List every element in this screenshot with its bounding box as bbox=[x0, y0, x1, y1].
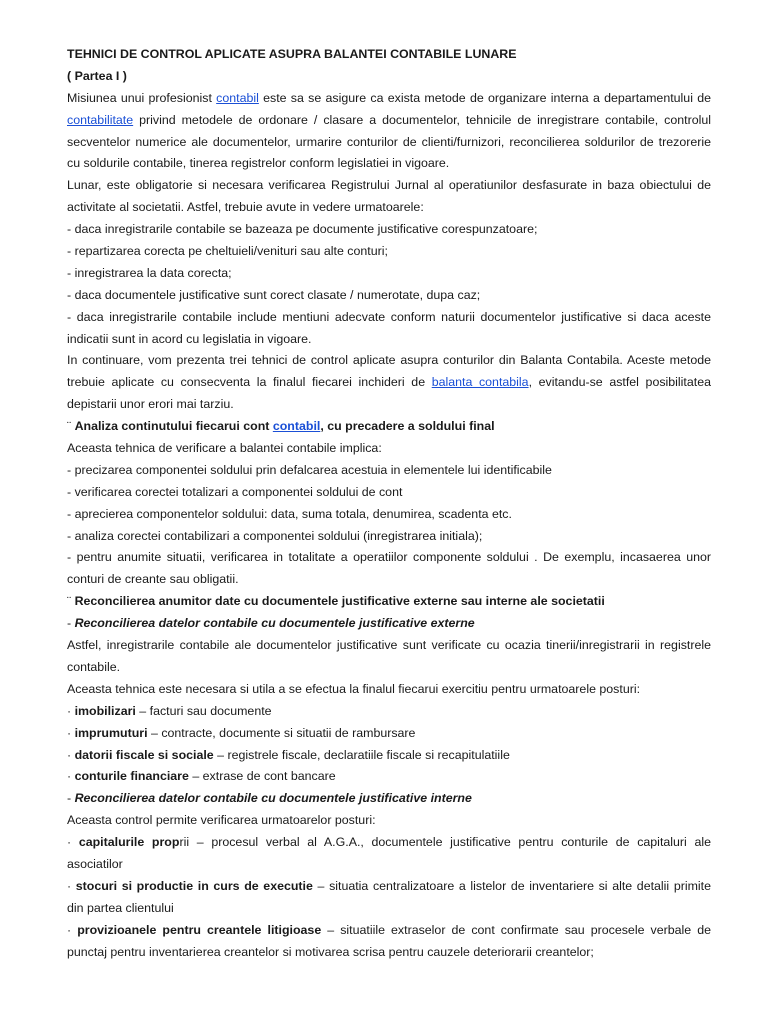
document-title: TEHNICI DE CONTROL APLICATE ASUPRA BALANTEI CONTABILE LUNARE bbox=[67, 47, 517, 61]
list-item-continuation: conturi de creante sau obligatii. bbox=[67, 572, 239, 587]
list-item: · datorii fiscale si sociale – registrele fiscale, declaratiile fiscale si recapitulatiile bbox=[67, 747, 510, 762]
dot-icon: · bbox=[67, 725, 75, 740]
section-heading-analiza: ¨ Analiza continutului fiecarui cont contabil, cu precadere a soldului final bbox=[67, 419, 495, 434]
list-item: - daca inregistrarile contabile include mentiuni adecvate conform naturii documentelor justificative si daca aceste bbox=[67, 309, 711, 324]
paragraph-5-line-2: contabile. bbox=[67, 659, 121, 674]
dot-icon: · bbox=[67, 878, 76, 893]
list-item: · provizioanele pentru creantele litigioase – situatiile extraselor de cont confirmate sau procesele verbale de bbox=[67, 922, 711, 937]
list-item: · capitalurile proprii – procesul verbal al A.G.A., documentele justificative pentru conturile de capitaluri ale bbox=[67, 835, 711, 850]
paragraph-3-line-1: In continuare, vom prezenta trei tehnici de control aplicate asupra conturilor din Balanta Contabila. Aceste metode bbox=[67, 353, 711, 368]
paragraph-2-line-2: activitate al societatii. Astfel, trebuie avute in vedere urmatoarele: bbox=[67, 200, 424, 215]
subheading-interne: - Reconcilierea datelor contabile cu documentele justificative interne bbox=[67, 791, 472, 806]
dot-icon: · bbox=[67, 922, 78, 937]
list-item-continuation: punctaj pentru inventarierea creantelor si motivarea scrisa pentru cauzele deteriorarii creantelor; bbox=[67, 944, 594, 959]
list-item: - verificarea corectei totalizari a componentei soldului de cont bbox=[67, 484, 403, 499]
section-heading-reconcilierea: ¨ Reconcilierea anumitor date cu documentele justificative externe sau interne ale societatii bbox=[67, 594, 605, 609]
list-item: · imprumuturi – contracte, documente si situatii de rambursare bbox=[67, 725, 416, 740]
link-contabil[interactable]: contabil bbox=[216, 90, 259, 105]
list-item: - repartizarea corecta pe cheltuieli/venituri sau alte conturi; bbox=[67, 244, 388, 259]
paragraph-3-line-2: trebuie aplicate cu consecventa la finalul fiecarei inchideri de balanta contabila, evitandu-se astfel posibilitatea bbox=[67, 375, 711, 390]
list-item: · conturile financiare – extrase de cont bancare bbox=[67, 769, 336, 784]
link-balanta-contabila[interactable]: balanta contabila bbox=[431, 375, 529, 390]
list-item: - daca inregistrarile contabile se bazeaza pe documente justificative corespunzatoare; bbox=[67, 222, 538, 237]
list-item: - inregistrarea la data corecta; bbox=[67, 265, 232, 280]
list-item: - analiza corectei contabilizari a componentei soldului (inregistrarea initiala); bbox=[67, 528, 483, 543]
list-item-continuation: asociatilor bbox=[67, 856, 123, 871]
list-item-continuation: din partea clientului bbox=[67, 900, 174, 915]
document-subtitle: ( Partea I ) bbox=[67, 68, 127, 83]
paragraph-4: Aceasta tehnica de verificare a balantei contabile implica: bbox=[67, 441, 382, 456]
link-contabil-heading[interactable]: contabil bbox=[272, 419, 321, 434]
paragraph-1-line-3: secventelor numerice ale documentelor, urmarire conturilor de clienti/furnizori, reconcilierea soldurilor de trezorerie bbox=[67, 134, 711, 149]
list-item: - daca documentele justificative sunt corect clasate / numerotate, dupa caz; bbox=[67, 287, 481, 302]
paragraph-1-line-1: Misiunea unui profesionist contabil este sa se asigure ca exista metode de organizare interna a departamentului de bbox=[67, 90, 711, 105]
subheading-externe: - Reconcilierea datelor contabile cu documentele justificative externe bbox=[67, 616, 475, 631]
paragraph-7: Aceasta control permite verificarea urmatoarelor posturi: bbox=[67, 813, 376, 828]
paragraph-1-line-4: cu soldurile contabile, tinerea registrelor conform legislatiei in vigoare. bbox=[67, 156, 450, 171]
paragraph-2-line-1: Lunar, este obligatorie si necesara verificarea Registrului Jurnal al operatiunilor desfasurate in baza obiectului de bbox=[67, 178, 711, 193]
dot-icon: · bbox=[67, 769, 75, 784]
dot-icon: · bbox=[67, 747, 75, 762]
link-contabilitate[interactable]: contabilitate bbox=[67, 112, 134, 127]
list-item: - precizarea componentei soldului prin defalcarea acestuia in elementele lui identificabile bbox=[67, 462, 552, 477]
paragraph-1-line-2: contabilitate privind metodele de ordonare / clasare a documentelor, tehnicile de inregistrare contabile, controlul bbox=[67, 112, 711, 127]
dot-icon: · bbox=[67, 835, 79, 850]
paragraph-6: Aceasta tehnica este necesara si utila a se efectua la finalul fiecarui exercitiu pentru urmatoarele posturi: bbox=[67, 681, 641, 696]
list-item-continuation: indicatii sunt in acord cu legislatia in vigoare. bbox=[67, 331, 312, 346]
list-item: · stocuri si productie in curs de executie – situatia centralizatoare a listelor de inventariere si alte detalii primite bbox=[67, 878, 711, 893]
list-item: · imobilizari – facturi sau documente bbox=[67, 703, 272, 718]
bullet-icon: ¨ bbox=[67, 594, 75, 609]
paragraph-3-line-3: depistarii unor erori mai tarziu. bbox=[67, 397, 234, 412]
paragraph-5-line-1: Astfel, inregistrarile contabile ale documentelor justificative sunt verificate cu ocazia tinerii/inregistrarii in registrele bbox=[67, 638, 711, 653]
list-item: - aprecierea componentelor soldului: data, suma totala, denumirea, scadenta etc. bbox=[67, 506, 512, 521]
list-item: - pentru anumite situatii, verificarea in totalitate a operatiilor componente soldului . De exemplu, incasaerea unor bbox=[67, 550, 711, 565]
bullet-icon: ¨ bbox=[67, 419, 75, 434]
document-body bbox=[67, 44, 711, 963]
dot-icon: · bbox=[67, 703, 75, 718]
